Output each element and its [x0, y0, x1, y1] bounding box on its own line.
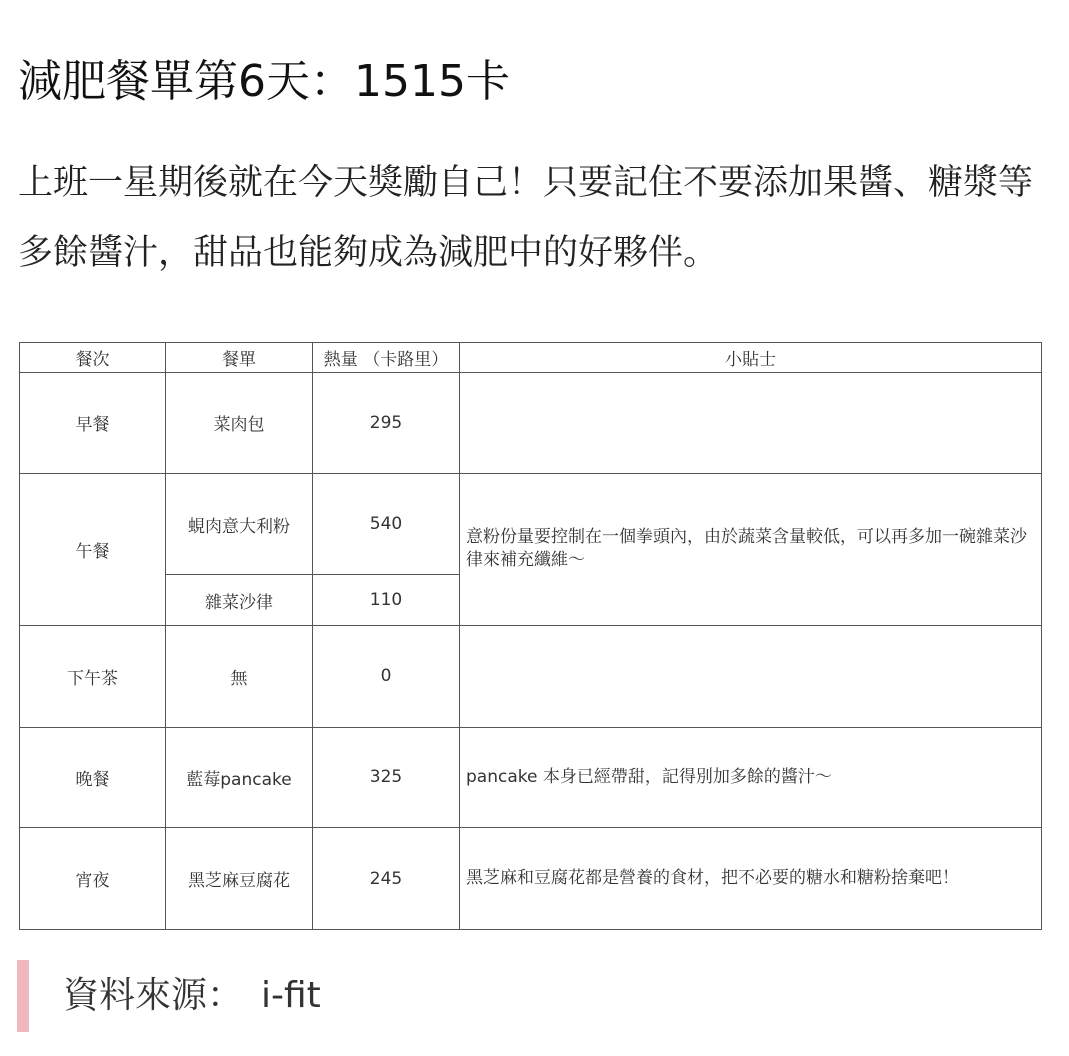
cell-tip: pancake 本身已經帶甜，記得別加多餘的醬汁～	[460, 727, 1042, 828]
cell-kcal: 295	[313, 373, 460, 474]
source-quote	[17, 960, 321, 1032]
cell-item: 蜆肉意大利粉	[166, 473, 313, 575]
cell-tip	[460, 373, 1042, 474]
cell-item: 雜菜沙律	[166, 575, 313, 625]
cell-kcal: 110	[313, 575, 460, 625]
cell-meal: 宵夜	[20, 828, 166, 930]
cell-item: 黑芝麻豆腐花	[166, 828, 313, 930]
cell-tip	[460, 625, 1042, 727]
cell-meal: 下午茶	[20, 625, 166, 727]
header-tips: 小貼士	[460, 343, 1042, 373]
cell-tip: 黑芝麻和豆腐花都是營養的食材，把不必要的糖水和糖粉捨棄吧！	[460, 828, 1042, 930]
cell-item: 無	[166, 625, 313, 727]
cell-kcal: 325	[313, 727, 460, 828]
cell-tip: 意粉份量要控制在一個拳頭內，由於蔬菜含量較低，可以再多加一碗雜菜沙律來補充纖維～	[460, 473, 1042, 625]
cell-kcal: 540	[313, 473, 460, 575]
page-title: 減肥餐單第6天：1515卡	[18, 56, 510, 107]
cell-meal: 早餐	[20, 373, 166, 474]
cell-item: 菜肉包	[166, 373, 313, 474]
cell-kcal: 245	[313, 828, 460, 930]
table-row	[20, 625, 1042, 727]
cell-kcal: 0	[313, 625, 460, 727]
header-meal: 餐次	[20, 343, 166, 373]
meal-plan-table	[19, 342, 1042, 930]
cell-item: 藍莓pancake	[166, 727, 313, 828]
source-value: i-fit	[261, 975, 321, 1016]
table-row	[20, 373, 1042, 474]
cell-meal: 午餐	[20, 473, 166, 625]
intro-paragraph: 上班一星期後就在今天獎勵自己！只要記住不要添加果醬、糖漿等多餘醬汁，甜品也能夠成為減肥中的好夥伴。	[18, 163, 1034, 273]
table-row	[20, 473, 1042, 575]
header-calories: 熱量 （卡路里）	[313, 343, 460, 373]
header-menu: 餐單	[166, 343, 313, 373]
table-row	[20, 828, 1042, 930]
cell-meal: 晚餐	[20, 727, 166, 828]
table-header-row	[20, 343, 1042, 373]
source-label: 資料來源：	[63, 975, 244, 1016]
table-row	[20, 727, 1042, 828]
